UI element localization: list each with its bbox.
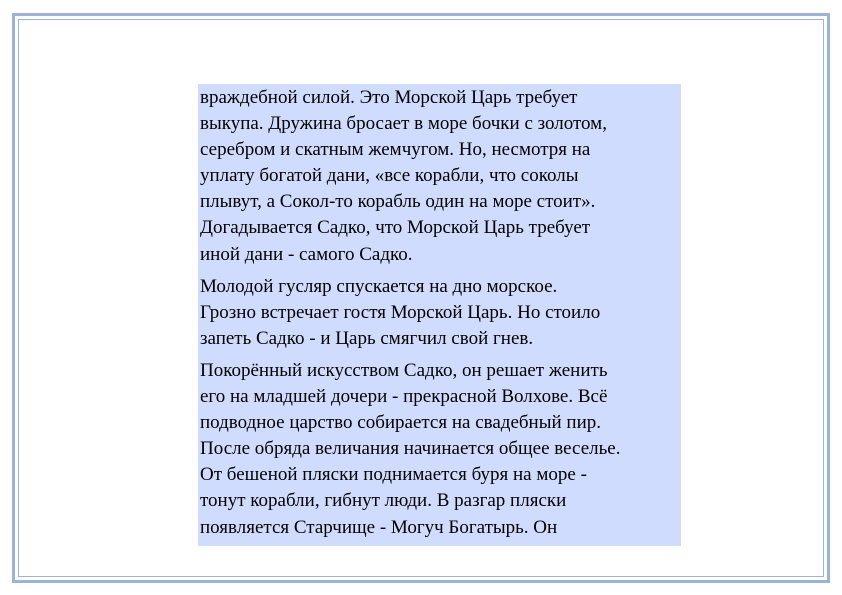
paragraph (200, 85, 681, 268)
text-line: появляется Старчище - Могуч Богатырь. Он (200, 516, 558, 538)
text-line: Грозно встречает гостя Морской Царь. Но стоило (200, 301, 601, 323)
text-line: После обряда величания начинается общее веселье. (200, 438, 621, 460)
text-line: Покорённый искусством Садко, он решает женить (200, 359, 608, 381)
text-line: его на младшей дочери - прекрасной Волхове. Всё (200, 386, 608, 408)
text-line: тонут корабли, гибнут люди. В разгар пляски (200, 490, 567, 512)
paragraph (200, 274, 681, 352)
text-line: уплату богатой дани, «все корабли, что соколы (200, 165, 579, 187)
text-line: серебром и скатным жемчугом. Но, несмотря на (200, 139, 591, 161)
text-line: Молодой гусляр спускается на дно морское. (200, 275, 558, 297)
text-line: Догадывается Садко, что Морской Царь требует (200, 217, 591, 239)
text-line: подводное царство собирается на свадебный пир. (200, 412, 601, 434)
text-line: запеть Садко - и Царь смягчил свой гнев. (200, 327, 534, 349)
text-line: От бешеной пляски поднимается буря на море - (200, 464, 587, 486)
text-line: враждебной силой. Это Морской Царь требует (200, 87, 578, 108)
text-line: иной дани - самого Садко. (200, 243, 413, 265)
text-line: плывут, а Сокол-то корабль один на море стоит». (200, 191, 596, 213)
paragraph (200, 358, 681, 541)
text-line: выкупа. Дружина бросает в море бочки с золотом, (200, 113, 607, 135)
text-box (198, 84, 681, 546)
